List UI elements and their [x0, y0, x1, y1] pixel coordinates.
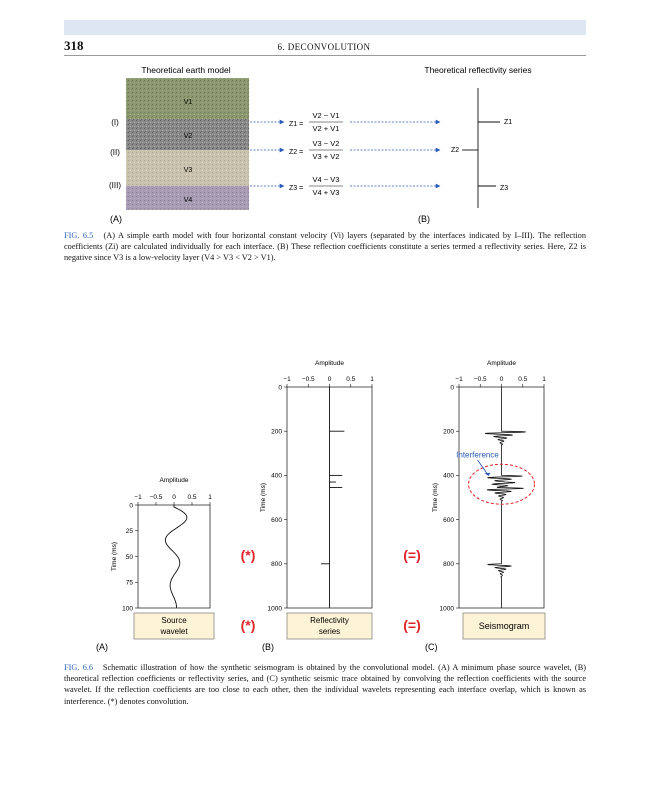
amp-tick-label-b: −0.5 — [301, 376, 315, 383]
layer-label-v2: V2 — [183, 133, 193, 140]
time-axis-label-a: Time (ms) — [111, 541, 118, 572]
interface-arrows — [250, 122, 440, 186]
seismogram-trace — [485, 387, 526, 608]
amp-tick-label-a: −0.5 — [149, 494, 163, 501]
amp-tick-label-a: −1 — [134, 494, 142, 501]
svg-text:V2 + V1: V2 + V1 — [312, 124, 340, 133]
layer-label-v4: V4 — [183, 197, 193, 204]
amp-tick-label-a: 0.5 — [187, 494, 197, 501]
header-band — [64, 20, 586, 35]
svg-text:V2 − V1: V2 − V1 — [312, 111, 340, 120]
source-wavelet-box-line1: Source — [161, 616, 187, 625]
svg-text:Z3 =: Z3 = — [289, 185, 304, 192]
svg-text:V3 + V2: V3 + V2 — [312, 152, 340, 161]
time-tick-label-a: 75 — [125, 579, 133, 587]
amp-tick-label-c: 0.5 — [518, 376, 528, 383]
time-tick-label-c: 400 — [443, 472, 454, 480]
panel-label-c: (C) — [425, 642, 438, 652]
reflectivity-series-box-line2: series — [318, 627, 341, 636]
time-tick-label-c: 600 — [443, 516, 454, 524]
source-wavelet-box-line2: wavelet — [160, 627, 188, 636]
time-tick-label-b: 1000 — [267, 605, 282, 613]
amp-tick-label-a: 0 — [172, 494, 176, 501]
page-number: 318 — [64, 38, 84, 53]
time-tick-label-c: 1000 — [439, 605, 454, 613]
time-tick-label-b: 200 — [271, 428, 282, 436]
caption-text: Schematic illustration of how the synthetic seismogram is obtained by the convolutional model. (A) A minimum phase source wavelet, (B) theoretical reflection coefficients or reflectivity series, and (C) synthetic seismic trace obtained by convolving the reflection coefficients with the source wavelet. If the reflection coefficients are too close to each other, then the individual wavelets representing each interface overlap, which is known as interference. (*) denotes convolution. — [64, 663, 586, 706]
header-rule — [64, 55, 586, 56]
amp-tick-label-b: 0 — [327, 376, 332, 383]
svg-text:V4 − V3: V4 − V3 — [312, 175, 340, 184]
time-tick-label-a: 50 — [125, 553, 133, 561]
convolution-symbol: (*) — [240, 547, 256, 563]
fig-6-6 — [0, 355, 648, 655]
caption-fig-6-5 — [64, 230, 586, 264]
svg-text:V4 + V3: V4 + V3 — [312, 188, 340, 197]
layer-label-v3: V3 — [183, 167, 193, 174]
amplitude-axis-label-c: Amplitude — [487, 360, 516, 367]
formula-2 — [289, 139, 343, 161]
time-tick-label-b: 400 — [271, 472, 282, 480]
time-tick-label-c: 800 — [443, 561, 454, 569]
interface-label-3: (III) — [109, 181, 121, 190]
amp-tick-label-c: 1 — [542, 376, 546, 383]
z2-label: Z2 — [451, 147, 460, 154]
time-axis-label-b: Time (ms) — [260, 482, 267, 513]
time-tick-label-a: 25 — [125, 528, 133, 536]
z3-label: Z3 — [500, 185, 509, 192]
left-title: Theoretical earth model — [141, 65, 231, 75]
z1-label: Z1 — [504, 119, 513, 126]
amp-tick-label-b: −1 — [283, 376, 291, 383]
seismogram-box-label: Seismogram — [478, 621, 530, 631]
chapter-title: 6. DECONVOLUTION — [277, 42, 371, 52]
time-tick-label-a: 100 — [122, 605, 133, 613]
time-tick-label-b: 800 — [271, 561, 282, 569]
plot-frame-a — [138, 505, 210, 608]
interference-arrow — [478, 460, 488, 474]
panel-label-b: (B) — [262, 642, 274, 652]
equals-symbol: (=) — [403, 547, 421, 563]
equals-symbol: (=) — [403, 617, 421, 633]
amp-tick-label-a: 1 — [208, 494, 212, 501]
formula-3 — [289, 175, 343, 197]
amp-tick-label-c: 0 — [499, 376, 504, 383]
formula-1 — [289, 111, 343, 133]
caption-label: FIG. 6.5 — [64, 231, 94, 240]
right-title: Theoretical reflectivity series — [424, 65, 532, 75]
interface-label-2: (II) — [110, 148, 120, 157]
layer-label-v1: V1 — [183, 99, 193, 106]
svg-text:Z1 =: Z1 = — [289, 121, 304, 128]
caption-text: (A) A simple earth model with four horizontal constant velocity (Vi) layers (separated by the interfaces indicated by I–III). The reflection coefficients (Zi) are calculated individually for each interface. (B) These reflection coefficients constitute a series termed a reflectivity series. Here, Z2 is negative since V3 is a low-velocity layer (V4 > V3 < V2 > V1). — [64, 231, 586, 263]
interface-label-1: (I) — [111, 118, 119, 127]
time-tick-label-a: 0 — [129, 502, 133, 510]
reflectivity-series-b — [462, 88, 500, 208]
svg-text:V3 − V2: V3 − V2 — [312, 139, 340, 148]
convolution-symbol: (*) — [240, 617, 256, 633]
caption-label: FIG. 6.6 — [64, 663, 94, 672]
interference-label: Interference — [456, 450, 499, 460]
panel-label-a: (A) — [110, 214, 122, 224]
amplitude-axis-label-a: Amplitude — [159, 477, 189, 484]
amp-tick-label-b: 1 — [370, 376, 374, 383]
fig-6-5 — [0, 60, 648, 300]
amp-tick-label-c: −0.5 — [473, 376, 487, 383]
amplitude-axis-label-b: Amplitude — [315, 360, 344, 367]
time-tick-label-b: 0 — [278, 384, 282, 392]
amp-tick-label-b: 0.5 — [346, 376, 356, 383]
panel-label-a: (A) — [96, 642, 108, 652]
caption-fig-6-6 — [64, 662, 586, 707]
source-wavelet-trace — [165, 505, 187, 608]
reflectivity-series-box-line1: Reflectivity — [310, 616, 349, 625]
svg-text:Z2 =: Z2 = — [289, 149, 304, 156]
amp-tick-label-c: −1 — [455, 376, 463, 383]
time-tick-label-b: 600 — [271, 516, 282, 524]
interference-arrowhead — [485, 473, 491, 476]
time-axis-label-c: Time (ms) — [432, 482, 439, 513]
panel-label-b: (B) — [418, 214, 430, 224]
time-tick-label-c: 0 — [450, 384, 454, 392]
time-tick-label-c: 200 — [443, 428, 454, 436]
